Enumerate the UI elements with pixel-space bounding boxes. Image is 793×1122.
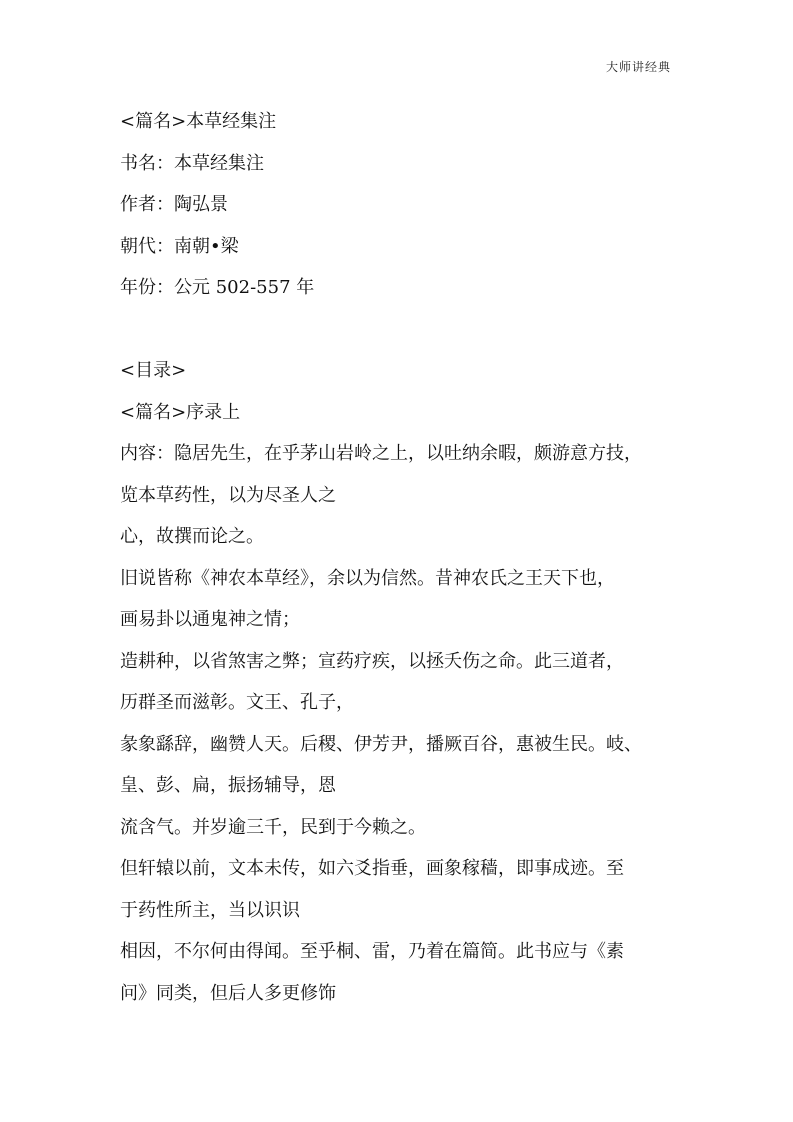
year-line: 年份：公元 502-557 年 bbox=[120, 277, 315, 298]
body-line: 皇、彭、扁，振扬辅导，恩 bbox=[120, 775, 336, 796]
body-line: 心，故撰而论之。 bbox=[120, 526, 264, 547]
body-line: 彖象繇辞，幽赞人天。后稷、伊芳尹，播厥百谷，惠被生民。岐、 bbox=[120, 733, 642, 755]
body-line: 造耕种，以省煞害之弊；宣药疗疾，以拯夭伤之命。此三道者， bbox=[120, 650, 624, 672]
body-line: 旧说皆称《神农本草经》，余以为信然。昔神农氏之王天下也， bbox=[120, 567, 615, 589]
body-line: 内容：隐居先生，在乎茅山岩岭之上，以吐纳余暇，颇游意方技， bbox=[120, 443, 642, 464]
dynasty-line: 朝代：南朝•梁 bbox=[120, 235, 239, 257]
document-body bbox=[120, 101, 680, 1014]
title-line: <篇名>本草经集注 bbox=[120, 111, 277, 132]
body-line: 画易卦以通鬼神之情； bbox=[120, 609, 300, 630]
toc-label: <目录> bbox=[120, 360, 187, 381]
section-title: <篇名>序录上 bbox=[120, 401, 241, 423]
body-line: 问》同类，但后人多更修饰 bbox=[120, 982, 336, 1004]
body-line: 但轩辕以前，文本未传，如六爻指垂，画象稼穑，即事成迹。至 bbox=[120, 858, 624, 879]
book-name-line: 书名：本草经集注 bbox=[120, 152, 264, 174]
author-line: 作者：陶弘景 bbox=[120, 194, 228, 215]
body-line: 历群圣而滋彰。文王、孔子， bbox=[120, 692, 354, 713]
body-line: 流含气。并岁逾三千，民到于今赖之。 bbox=[120, 816, 426, 838]
blank-line bbox=[120, 309, 680, 351]
body-line: 于药性所主，当以识识 bbox=[120, 899, 300, 921]
body-line: 相因，不尔何由得闻。至乎桐、雷，乃着在篇简。此书应与《素 bbox=[120, 941, 624, 962]
body-line: 览本草药性，以为尽圣人之 bbox=[120, 484, 336, 506]
running-header: 大师讲经典 bbox=[605, 60, 671, 74]
